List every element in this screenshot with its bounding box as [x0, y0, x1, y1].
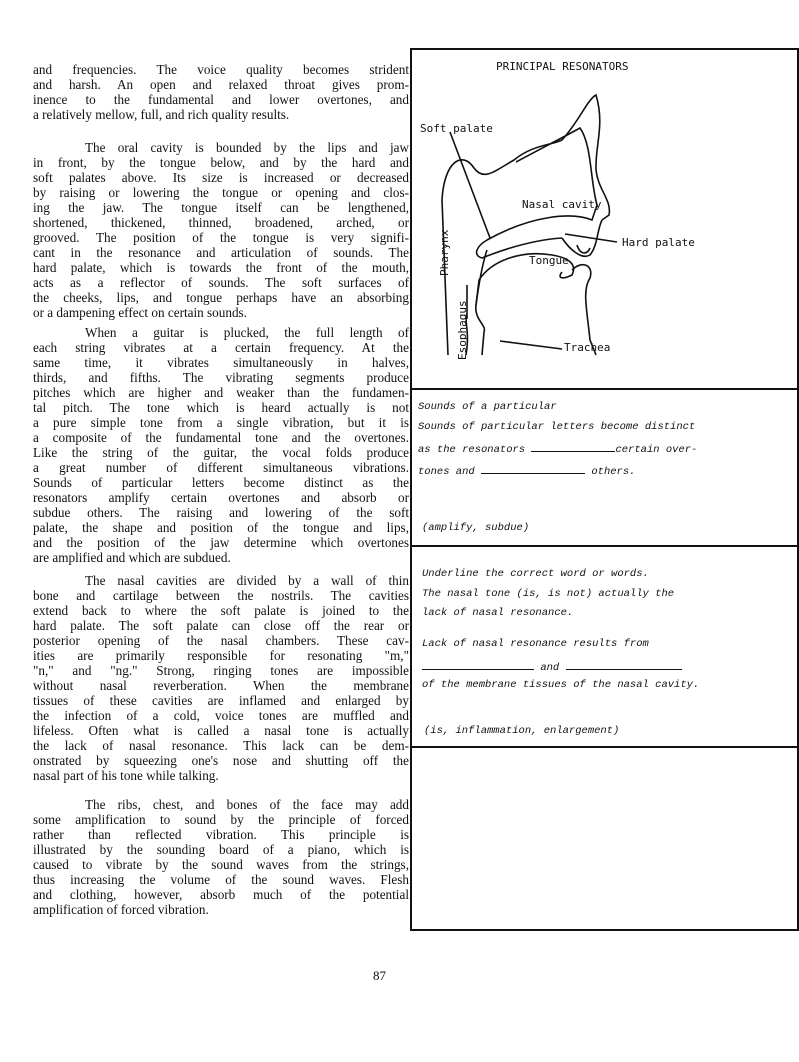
hard-palate-pointer: [565, 234, 617, 242]
text-line: and frequencies. The voice quality becomes strident: [33, 62, 409, 77]
text-line: thirds, and fifths. The vibrating segments produce: [33, 370, 409, 385]
text-line: and the position of the jaw determine which overtones: [33, 535, 409, 550]
page-number: 87: [373, 968, 386, 983]
answer-blank[interactable]: [481, 463, 585, 474]
text-line: palate, the shape and position of the tongue and lips,: [33, 520, 409, 535]
text-line: lifeless. Often what is called a nasal tone is actually: [33, 723, 409, 738]
text-line: tal pitch. The tone which is heard actually is not: [33, 400, 409, 415]
frame-text: Sounds of a particular: [418, 401, 557, 413]
text-line: the lack of nasal resonance. This lack can be dem-: [33, 738, 409, 753]
text-line: bone and cartilage between the nostrils. The cavities: [33, 588, 409, 603]
text-line: subdue others. The raising and lowering of the soft: [33, 505, 409, 520]
text-line: shortened, thickened, thinned, broadened, arched, or: [33, 215, 409, 230]
frame-answers: (is, inflammation, enlargement): [424, 725, 620, 737]
label-trachea: Trachea: [564, 341, 611, 354]
text-line: inence to the fundamental and lower overtones, and: [33, 92, 409, 107]
text-line: soft palates above. Its size is increased or decreased: [33, 170, 409, 185]
paragraph: [33, 797, 409, 917]
vocal-tract-diagram: [412, 50, 797, 390]
trachea-pointer: [500, 341, 562, 349]
text-line: resonators amplify certain overtones and absorb or: [33, 490, 409, 505]
text-line: acts as a reflector of sounds. The soft surfaces of: [33, 275, 409, 290]
label-pharynx: Pharynx: [438, 229, 451, 276]
text-line: grooved. The position of the tongue is very signifi-: [33, 230, 409, 245]
text-line: amplification of forced vibration.: [33, 902, 209, 917]
text-line: tissues of these cavities are inflamed and enlarged by: [33, 693, 409, 708]
text-line: caused to vibrate by the sound waves from the strings,: [33, 857, 409, 872]
paragraph: [33, 140, 409, 320]
label-hard-palate: Hard palate: [622, 236, 695, 249]
text-line: and harsh. An open and relaxed throat gives prom-: [33, 77, 409, 92]
frame-text: of the membrane tissues of the nasal cavity.: [422, 679, 700, 691]
text-line: illustrated by the sounding board of a piano, which is: [33, 842, 409, 857]
text-line: nasal part of his tone while talking.: [33, 768, 219, 783]
text-line: a composite of the fundamental tone and the overtones.: [33, 430, 409, 445]
answer-blank[interactable]: [531, 441, 615, 452]
text-line: Like the string of the guitar, the vocal folds produce: [33, 445, 409, 460]
frame-text-line: [418, 441, 697, 456]
text-line: thus increasing the volume of the sound waves. Flesh: [33, 872, 409, 887]
text-line: ing the jaw. The tongue itself can be lengthened,: [33, 200, 409, 215]
frame-text: certain over-: [615, 444, 698, 456]
text-line: same time, it vibrates simultaneously in halves,: [33, 355, 409, 370]
frames-box: [410, 48, 799, 931]
label-tongue: Tongue: [529, 254, 569, 267]
text-line: are amplified and which are subdued.: [33, 550, 231, 565]
pharynx-wall: [466, 250, 487, 355]
frame-answers: (amplify, subdue): [422, 522, 530, 534]
frame-text: others.: [591, 466, 636, 478]
paragraph: [33, 325, 409, 565]
frame-divider: [412, 545, 797, 547]
text-line: The oral cavity is bounded by the lips and jaw: [85, 140, 409, 155]
text-line: a relatively mellow, full, and rich quality results.: [33, 107, 290, 122]
text-line: onstrated by squeezing one's nose and shutting off the: [33, 753, 409, 768]
text-line: posterior opening of the nasal chambers. These cav-: [33, 633, 409, 648]
frame-text: Sounds of particular letters become distinct: [418, 421, 696, 433]
text-line: Sounds of particular letters become distinct as the: [33, 475, 409, 490]
text-line: and clothing, however, absorb much of the potential: [33, 887, 409, 902]
diagram-title: PRINCIPAL RESONATORS: [496, 60, 629, 73]
frame-text: tones and: [418, 466, 475, 478]
text-line: without nasal reverberation. When the membrane: [33, 678, 409, 693]
text-line: The ribs, chest, and bones of the face may add: [85, 797, 409, 812]
text-line: When a guitar is plucked, the full length of: [85, 325, 409, 340]
soft-palate-pointer: [450, 132, 490, 238]
tongue-outline: [476, 254, 596, 355]
label-soft-palate: Soft palate: [420, 122, 493, 135]
text-line: cant in the resonance and articulation of sounds. The: [33, 245, 409, 260]
text-line: the infection of a cold, voice tones are muffled and: [33, 708, 409, 723]
text-line: or a dampening effect on certain sounds.: [33, 305, 247, 320]
frame-text: as the resonators: [418, 444, 526, 456]
text-line: in front, by the tongue below, and by the hard and: [33, 155, 409, 170]
text-line: ities are primarily responsible for resonating "m,": [33, 648, 409, 663]
label-nasal-cavity: Nasal cavity: [522, 198, 602, 211]
label-esophagus: Esophagus: [456, 300, 469, 360]
text-line: extend back to where the soft palate is joined to the: [33, 603, 409, 618]
frame-divider: [412, 746, 797, 748]
text-line: "n," and "ng." Strong, ringing tones are impossible: [33, 663, 409, 678]
frame-divider: [412, 388, 797, 390]
frame-text-line: [418, 463, 635, 478]
text-line: each string vibrates at a certain frequency. At the: [33, 340, 409, 355]
text-line: hard palate. The soft palate can close off the rear or: [33, 618, 409, 633]
text-line: the cheeks, lips, and tongue perhaps have an absorbing: [33, 290, 409, 305]
frame-text: Lack of nasal resonance results from: [422, 638, 649, 650]
text-line: pitches which are higher and weaker than the fundamen-: [33, 385, 409, 400]
frame-text: The nasal tone (is, is not) actually the: [422, 588, 675, 600]
answer-blank[interactable]: [422, 659, 534, 670]
answer-blank[interactable]: [566, 659, 682, 670]
text-line: The nasal cavities are divided by a wall of thin: [85, 573, 409, 588]
text-line: a pure simple tone from a single vibration, but it is: [33, 415, 409, 430]
text-line: some amplification to sound by the principle of forced: [33, 812, 409, 827]
text-line: rather than reflected vibration. This principle is: [33, 827, 409, 842]
frame-text: and: [540, 662, 560, 674]
frame-text: lack of nasal resonance.: [422, 607, 574, 619]
paragraph: [33, 62, 409, 122]
text-line: by raising or lowering the tongue or opening and clos-: [33, 185, 409, 200]
frame-text-line: [422, 659, 682, 674]
text-line: hard palate, which is towards the front of the mouth,: [33, 260, 409, 275]
frame-text: Underline the correct word or words.: [422, 568, 649, 580]
text-line: a great number of different simultaneous vibrations.: [33, 460, 409, 475]
paragraph: [33, 573, 409, 783]
